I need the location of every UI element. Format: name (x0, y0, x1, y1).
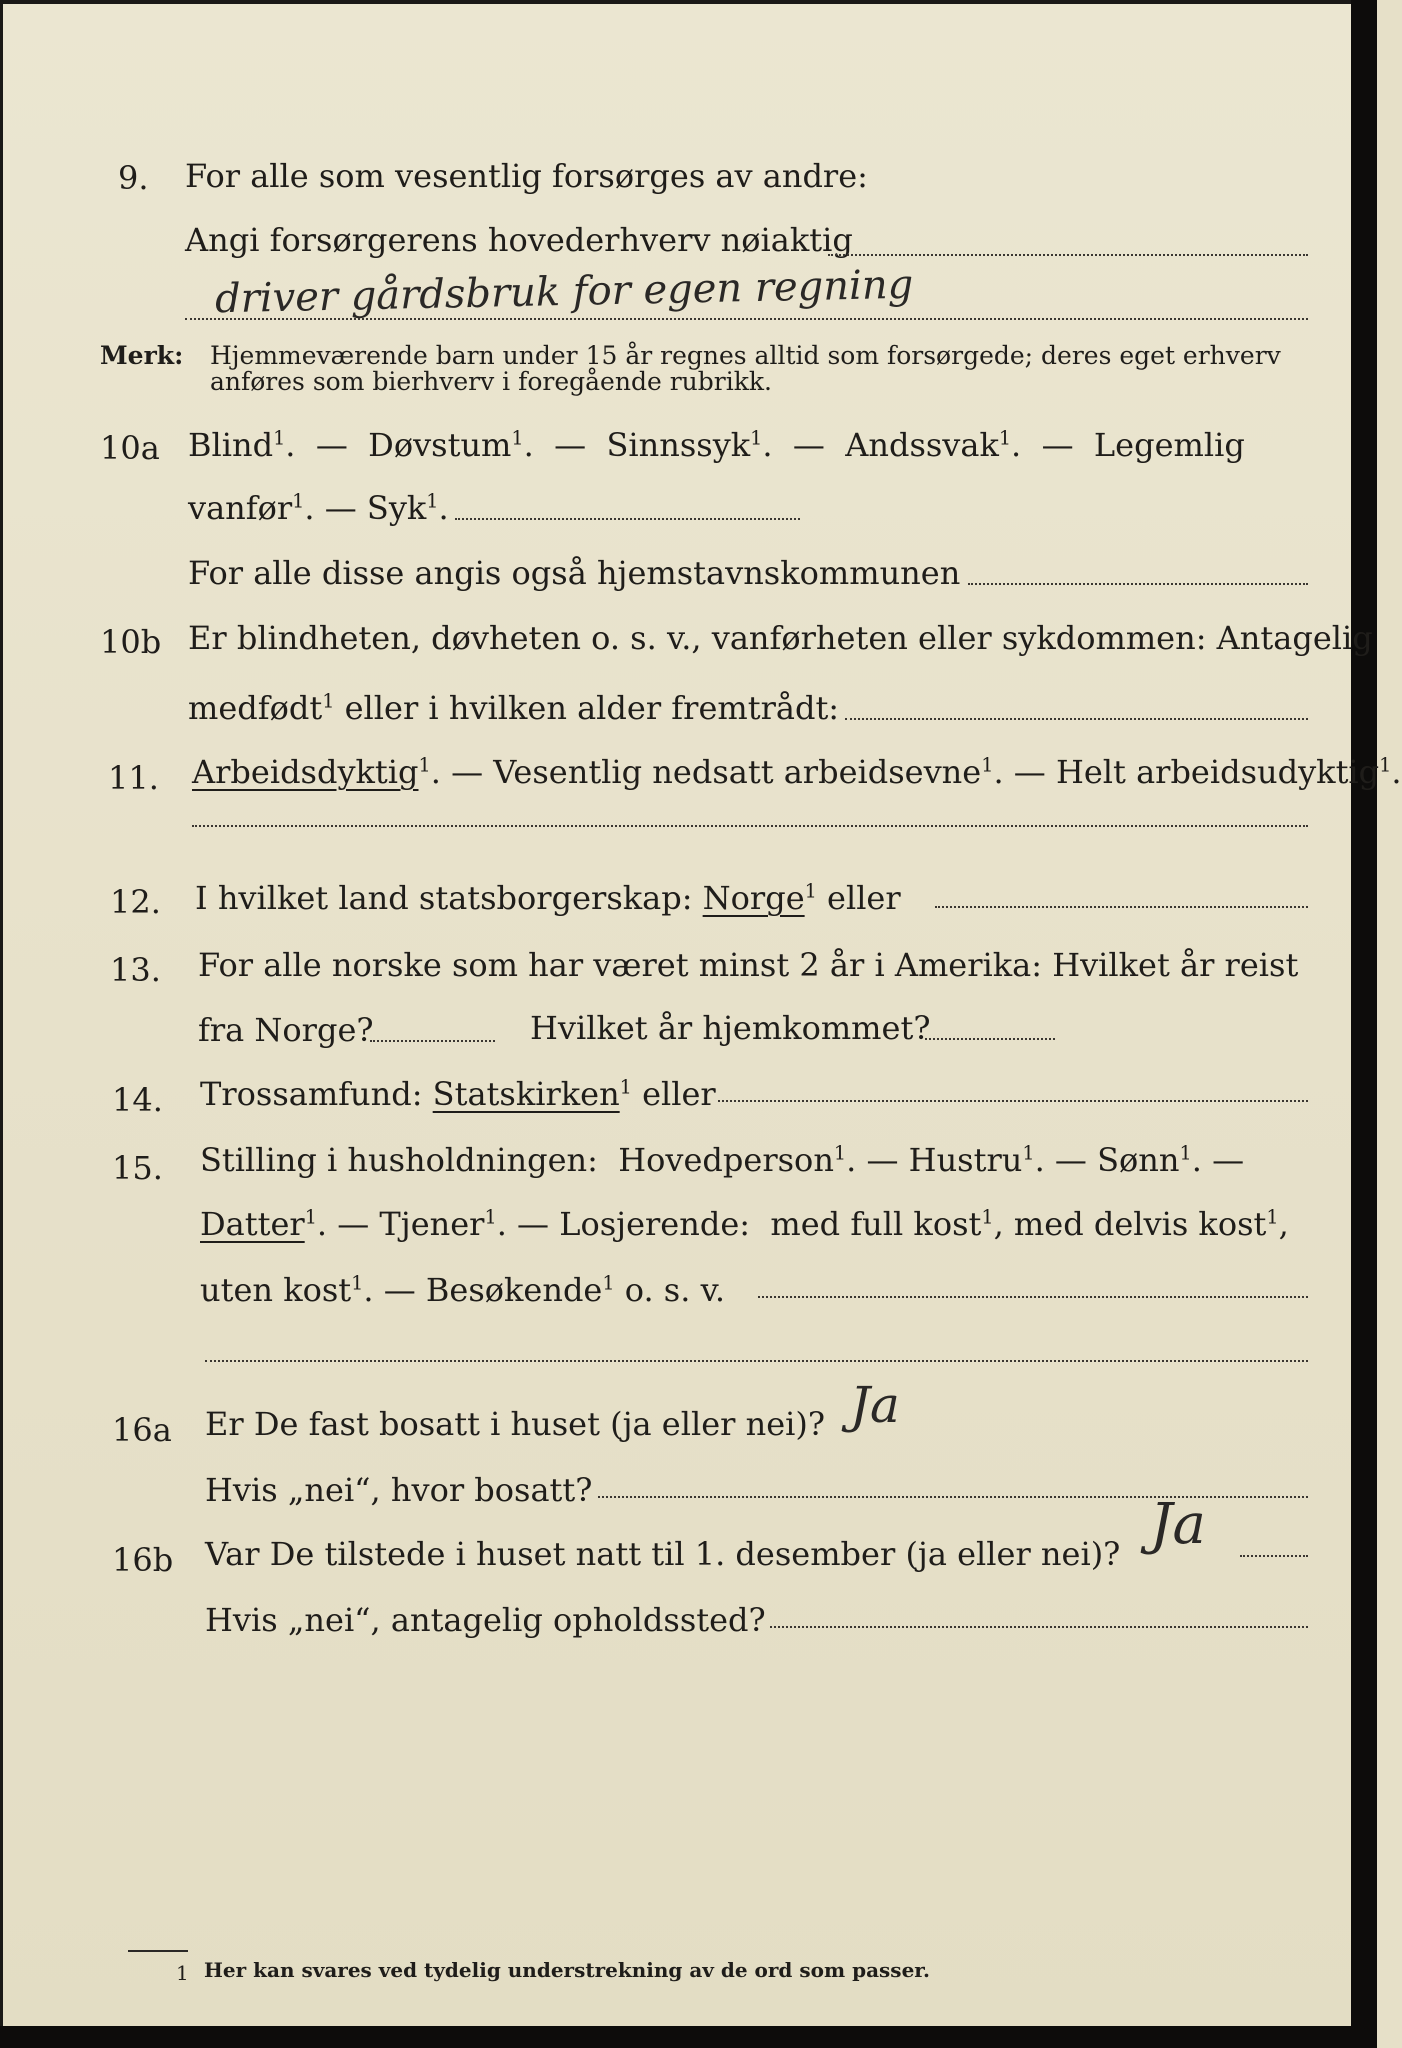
merk-line-2: anføres som bierhverv i foregående rubrikk. (210, 367, 772, 396)
q12-line (195, 878, 901, 918)
q15-answer-line-1 (758, 1296, 1308, 1298)
footnote-mark: 1 (176, 1961, 189, 1985)
q11-number: 11. (108, 759, 159, 797)
q15-dash-5: — (517, 1205, 550, 1243)
q11-dot-3: . (1391, 753, 1402, 791)
q10a-dot-4: . (1011, 426, 1022, 464)
q10a-dash-4: — (1041, 426, 1074, 464)
q15-number: 15. (112, 1149, 163, 1187)
q10a-syk-line (455, 518, 800, 520)
q10a-dash-5: — (324, 489, 357, 527)
scan-border-top (0, 0, 1377, 4)
q15-stilling: Stilling i husholdningen: (200, 1141, 598, 1179)
q15-dot-6: . (363, 1271, 374, 1309)
q10b-medfodt-sup: 1 (322, 689, 335, 713)
q10a-dash-2: — (554, 426, 587, 464)
q12-answer-line (935, 906, 1308, 908)
q11-sup-2: 1 (981, 753, 994, 777)
q15-dash-2: — (1054, 1141, 1087, 1179)
q14-statskirken: Statskirken (432, 1075, 620, 1113)
q15-dot-4: . (316, 1205, 328, 1243)
scan-border-right (1351, 0, 1377, 2048)
q15-answer-line-2 (205, 1360, 1308, 1362)
q10a-line-2 (188, 488, 449, 528)
q13-number: 13. (110, 951, 161, 989)
q15-sup-8: 1 (351, 1271, 364, 1295)
q10a-line-1 (188, 425, 1245, 465)
q15-sup-3: 1 (1179, 1141, 1192, 1165)
q10a-dot-2: . (523, 426, 534, 464)
q10a-blind: Blind (188, 426, 274, 464)
q15-sup-5: 1 (484, 1205, 497, 1229)
q16b-line-1: Var De tilstede i huset natt til 1. desember (ja eller nei)? (205, 1535, 1121, 1573)
q14-label: Trossamfund: (200, 1075, 423, 1113)
q10a-dot-3: . (762, 426, 773, 464)
q15-line-1 (200, 1140, 1244, 1180)
q15-besokende: Besøkende (425, 1271, 603, 1309)
q15-sup-9: 1 (602, 1271, 615, 1295)
q15-full-kost: med full kost (770, 1205, 982, 1243)
q10a-dot-6: . (438, 489, 449, 527)
q13-reist-line (370, 1040, 495, 1042)
q15-dash-4: — (337, 1205, 370, 1243)
q9-answer-line-1 (828, 254, 1308, 256)
q10b-number: 10b (100, 623, 162, 661)
q15-line-3 (200, 1270, 725, 1310)
q12-sup: 1 (804, 879, 817, 903)
q16b-line-2: Hvis „nei“, antagelig opholdssted? (205, 1601, 766, 1639)
q10a-vanfor: vanfør (188, 489, 293, 527)
q16b-answer-line (1240, 1555, 1308, 1557)
q14-number: 14. (112, 1081, 163, 1119)
q11-line (192, 752, 1402, 792)
q11-nedsatt: Vesentlig nedsatt arbeidsevne (493, 753, 982, 791)
q15-dash-6: — (383, 1271, 416, 1309)
q10a-hjemstavn-line (968, 583, 1308, 585)
q15-tjener: Tjener (379, 1205, 485, 1243)
q16b-opholdssted-line (770, 1626, 1308, 1628)
q10a-syk-sup: 1 (426, 489, 439, 513)
q16b-number: 16b (112, 1541, 174, 1579)
q11-sup-1: 1 (418, 753, 431, 777)
q11-answer-line (192, 825, 1308, 827)
q16b-handwritten-answer: Ja (1150, 1492, 1206, 1557)
q14-eller: eller (642, 1075, 716, 1113)
q15-sonn: Sønn (1097, 1141, 1180, 1179)
q14-answer-line (718, 1100, 1308, 1102)
q11-udyktig: Helt arbeidsudyktig (1055, 753, 1380, 791)
q16a-line-2: Hvis „nei“, hvor bosatt? (205, 1471, 593, 1509)
q10a-sinnssyk: Sinnssyk (606, 426, 751, 464)
q12-number: 12. (110, 883, 161, 921)
q13-hjemkommet: Hvilket år hjemkommet? (530, 1009, 931, 1047)
q16a-handwritten-answer: Ja (850, 1376, 900, 1434)
q9-label-text: Angi forsørgerens hovederhverv nøiaktig (185, 221, 853, 259)
q13-line-2 (198, 1010, 374, 1050)
q10a-legemlig: Legemlig (1093, 426, 1245, 464)
q9-label (185, 220, 853, 260)
merk-line-1: Hjemmeværende barn under 15 år regnes alltid som forsørgede; deres eget erhverv (210, 341, 1281, 370)
q15-sup-4: 1 (304, 1205, 317, 1229)
q13-hjemkommet-line (925, 1038, 1055, 1040)
q15-sup-7: 1 (1266, 1205, 1279, 1229)
q15-osv: o. s. v. (624, 1271, 726, 1309)
q15-sup-6: 1 (981, 1205, 994, 1229)
q10a-dovstum: Døvstum (368, 426, 512, 464)
q10b-answer-line (845, 718, 1308, 720)
q11-arbeidsdyktig: Arbeidsdyktig (192, 753, 419, 791)
q11-dot-2: . (993, 753, 1004, 791)
q15-losjerende: Losjerende: (559, 1205, 751, 1243)
footnote-text: Her kan svares ved tydelig understrekning av de ord som passer. (204, 1958, 930, 1982)
q10a-syk: Syk (366, 489, 427, 527)
q15-dot-1: . (846, 1141, 857, 1179)
q15-dot-5: . (496, 1205, 507, 1243)
q10a-dot-5: . (304, 489, 315, 527)
q15-datter: Datter (200, 1205, 305, 1243)
q9-handwritten-answer: driver gårdsbruk for egen regning (214, 261, 914, 323)
q11-dash-1: — (451, 753, 484, 791)
q10a-blind-sup: 1 (273, 426, 286, 450)
q10a-dash-1: — (315, 426, 348, 464)
q10a-vanfor-sup: 1 (292, 489, 305, 513)
q9-answer-line-2 (185, 318, 1308, 320)
q10b-line-2 (188, 688, 839, 728)
q11-sup-3: 1 (1379, 753, 1392, 777)
q9-title: For alle som vesentlig forsørges av andre: (185, 157, 868, 195)
q15-dot-3: . (1191, 1141, 1202, 1179)
footnote-separator (128, 1950, 188, 1952)
q15-sup-2: 1 (1022, 1141, 1035, 1165)
q11-dot-1: . (430, 753, 441, 791)
q12-label: I hvilket land statsborgerskap: (195, 879, 693, 917)
q10a-number: 10a (100, 429, 160, 467)
q10a-dot-1: . (285, 426, 296, 464)
q15-dot-2: . (1034, 1141, 1045, 1179)
q15-hovedperson: Hovedperson (618, 1141, 834, 1179)
q15-delvis-kost: med delvis kost (1013, 1205, 1267, 1243)
scan-border-left (0, 0, 3, 2048)
q14-sup: 1 (619, 1075, 632, 1099)
q10a-sinnssyk-sup: 1 (750, 426, 763, 450)
q10b-alder: eller i hvilken alder fremtrådt: (344, 689, 840, 727)
q15-line-2: Datter$^1$. — Tjener$^1$. — Losjerende: med full kost$^1$, med delvis kost$^1$, (200, 1205, 1289, 1243)
q10a-line-3: For alle disse angis også hjemstavnskommunen (188, 554, 961, 592)
q10a-dovstum-sup: 1 (511, 426, 524, 450)
q13-line-1: For alle norske som har været minst 2 år i Amerika: Hvilket år reist (198, 946, 1299, 984)
q10b-line-1: Er blindheten, døvheten o. s. v., vanførheten eller sykdommen: Antagelig (188, 619, 1373, 657)
q10b-medfodt: medfødt (188, 689, 323, 727)
q12-eller: eller (827, 879, 901, 917)
q15-dash-1: — (866, 1141, 899, 1179)
q11-dash-2: — (1013, 753, 1046, 791)
q13-fra-norge: fra Norge? (198, 1011, 374, 1049)
merk-label: Merk: (100, 341, 184, 370)
q16a-number: 16a (112, 1411, 172, 1449)
q12-norge: Norge (702, 879, 805, 917)
q10a-andssvak-sup: 1 (998, 426, 1012, 450)
q14-line (200, 1074, 716, 1114)
scan-border-bottom (0, 2026, 1377, 2048)
q9-number: 9. (118, 159, 149, 197)
q16a-line-1: Er De fast bosatt i huset (ja eller nei)? (205, 1405, 826, 1443)
q10a-dash-3: — (792, 426, 825, 464)
q15-uten-kost: uten kost (200, 1271, 352, 1309)
q10a-andssvak: Andssvak (845, 426, 999, 464)
q15-dash-3: — (1212, 1141, 1245, 1179)
q15-hustru: Hustru (908, 1141, 1023, 1179)
q15-sup-1: 1 (833, 1141, 847, 1165)
